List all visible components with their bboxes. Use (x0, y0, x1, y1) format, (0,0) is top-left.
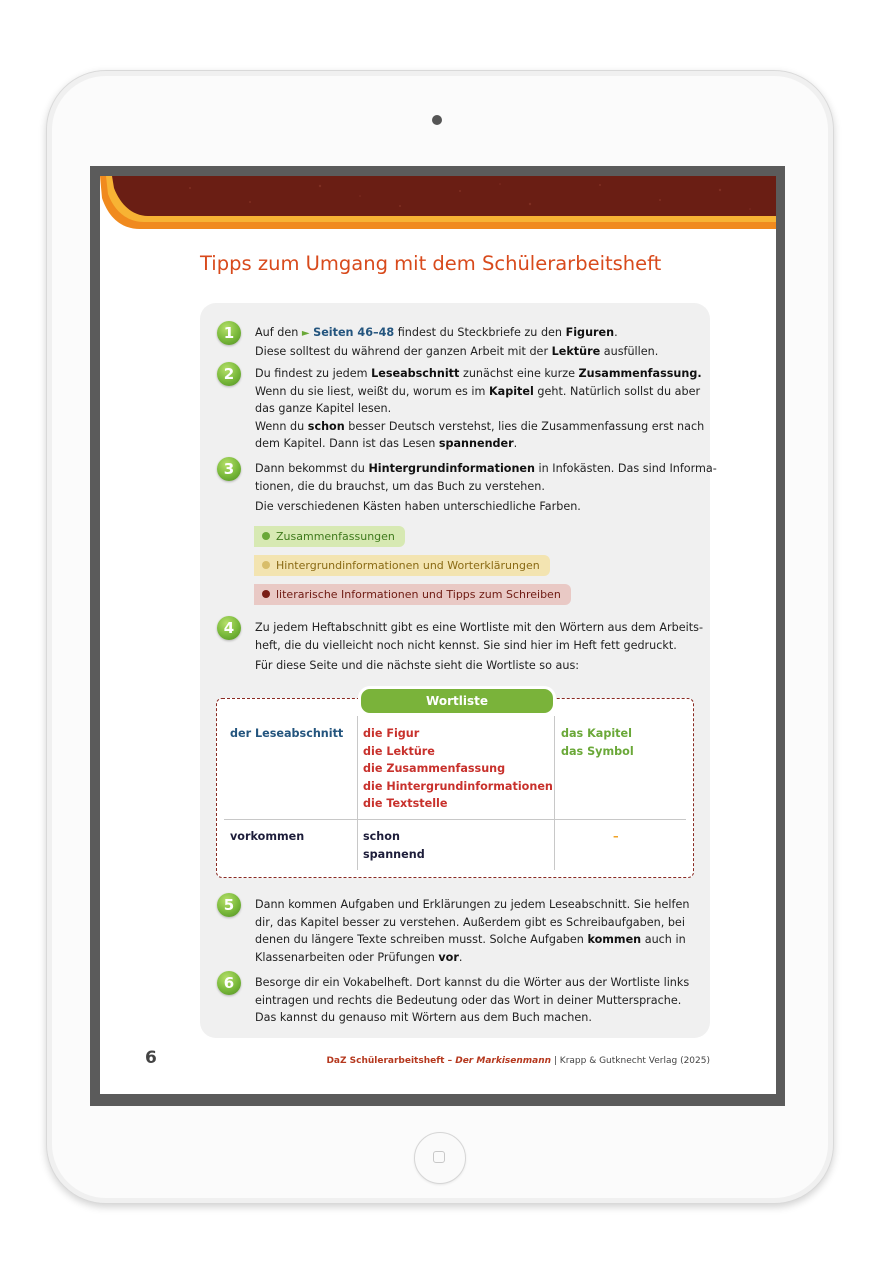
step-number-3: 3 (217, 457, 241, 481)
page-number: 6 (145, 1048, 157, 1068)
camera-dot (432, 115, 442, 125)
tip-5-text: Dann kommen Aufgaben und Erklärungen zu jedem Leseabschnitt. Sie helfen dir, das Kapitel besser zu verstehen. Außerdem gibt es Schreibaufgaben, bei denen du längere Texte schreiben musst. Solche Aufgaben kommen auch in Klassenarbeiten oder Prüfungen vor. (255, 898, 690, 964)
page-title: Tipps zum Umgang mit dem Schülerarbeitsheft (200, 252, 662, 275)
wordlist-nouns-red: die Figur die Lektüre die Zusammenfassung die Hintergrundinformationen die Textstelle (363, 727, 553, 810)
wordlist-divider (554, 716, 555, 870)
home-button[interactable] (414, 1132, 466, 1184)
header-banner (100, 176, 776, 234)
tip-3-text: Dann bekommst du Hintergrundinformationen in Infokästen. Das sind Informa- tionen, die du brauchst, um das Buch zu verstehen. Die verschiedenen Kästen haben unterschiedliche Farben. (255, 462, 717, 513)
wordlist-empty-dash: – (613, 830, 619, 843)
tip-1-text: Auf den ► Seiten 46–48 findest du Steckbriefe zu den Figuren. Diese solltest du während der ganzen Arbeit mit der Lektüre ausfüllen. (255, 326, 659, 358)
wordlist-verb: vorkommen (230, 830, 305, 843)
step-number-2: 2 (217, 362, 241, 386)
brown-dot-icon (262, 590, 270, 598)
wordlist-nouns-green: das Kapitel das Symbol (561, 727, 634, 758)
yellow-dot-icon (262, 561, 270, 569)
wordlist-noun-blue: der Leseabschnitt (230, 727, 344, 740)
home-square-icon (433, 1151, 445, 1163)
step-number-4: 4 (217, 616, 241, 640)
step-number-5: 5 (217, 893, 241, 917)
step-number-1: 1 (217, 321, 241, 345)
green-dot-icon (262, 532, 270, 540)
wordlist-other-words: schon spannend (363, 830, 425, 861)
tip-6-text: Besorge dir ein Vokabelheft. Dort kannst du die Wörter aus der Wortliste links eintragen und rechts die Bedeutung oder das Wort in deiner Muttersprache. Das kannst du genauso mit Wörtern aus dem Buch machen. (255, 976, 690, 1024)
wordlist-header: Wortliste (358, 686, 556, 716)
pages-link[interactable]: Seiten 46–48 (313, 326, 395, 339)
legend-tag-summaries: Zusammenfassungen (254, 526, 405, 547)
tip-2-text: Du findest zu jedem Leseabschnitt zunächst eine kurze Zusammenfassung. Wenn du sie liest, weißt du, worum es im Kapitel geht. Natürlich sollst du aber das ganze Kapitel lesen. Wenn du schon besser Deutsch verstehst, lies die Zusammenfassung erst nach dem Kapitel. Dann ist das Lesen spannender. (255, 367, 705, 450)
step-number-6: 6 (217, 971, 241, 995)
wordlist-divider (357, 716, 358, 870)
tip-4-text: Zu jedem Heftabschnitt gibt es eine Wortliste mit den Wörtern aus dem Arbeits- heft, die du vielleicht noch nicht kennst. Sie sind hier im Heft fett gedruckt. Für diese Seite und die nächste sieht die Wortliste so aus: (255, 621, 703, 672)
legend-tag-background: Hintergrundinformationen und Worterklärungen (254, 555, 550, 576)
legend-tag-literary: literarische Informationen und Tipps zum Schreiben (254, 584, 571, 605)
footer-credit: DaZ Schülerarbeitsheft – Der Markisenmann | Krapp & Gutknecht Verlag (2025) (326, 1056, 710, 1066)
arrow-right-icon: ► (301, 328, 310, 339)
document-page (100, 176, 776, 1094)
wordlist-row-divider (224, 819, 686, 820)
